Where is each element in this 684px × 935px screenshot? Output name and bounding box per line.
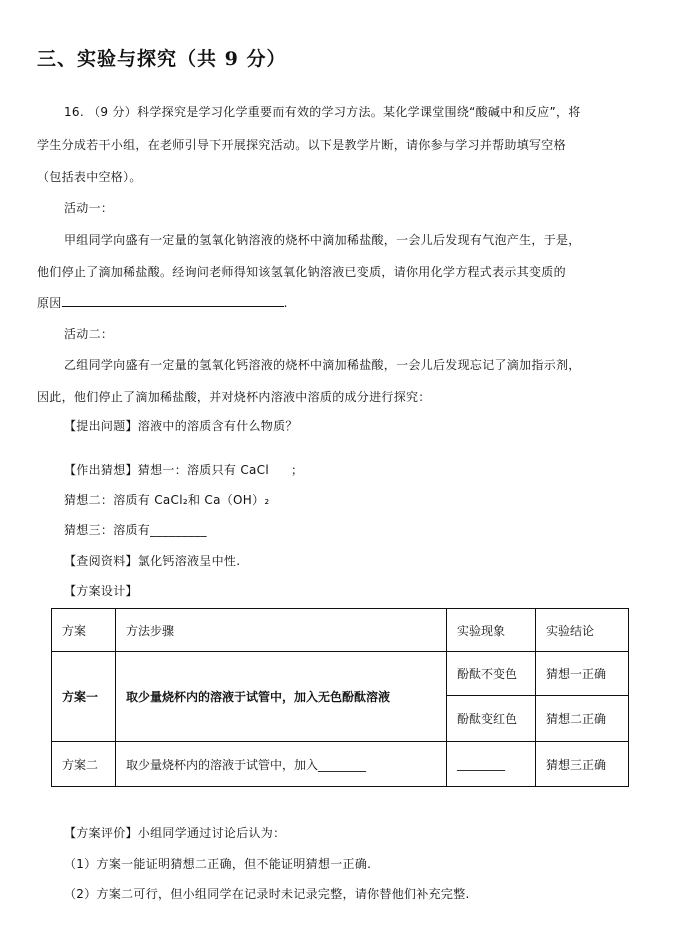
question-line-1: 16. （9 分）科学探究是学习化学重要而有效的学习方法。某化学课堂围绕“酸碱中和反应”，将 <box>64 105 581 119</box>
section-title: 三、实验与探究（共 9 分） <box>37 48 287 70</box>
activity1-line3-suffix: . <box>283 296 288 310</box>
plan2-name: 方案二 <box>52 742 116 787</box>
plan1-conclusion-1: 猜想一正确 <box>536 652 629 696</box>
question-line-3: （包括表中空格）。 <box>37 170 142 184</box>
activity1-line-2: 他们停止了滴加稀盐酸。经询问老师得知该氢氧化钠溶液已变质，请你用化学方程式表示其变质的 <box>37 265 566 279</box>
header-plan: 方案 <box>52 609 116 652</box>
guess-1 <box>64 461 303 478</box>
activity2-line-2: 因此，他们停止了滴加稀盐酸，并对烧杯内溶液中溶质的成分进行探究： <box>37 390 431 404</box>
question-line-2: 学生分成若干小组，在老师引导下开展探究活动。以下是教学片断，请你参与学习并帮助填写空格 <box>37 138 566 152</box>
plan1-name: 方案一 <box>52 652 116 742</box>
table-header-row <box>52 609 629 652</box>
plan1-conclusion-2: 猜想二正确 <box>536 696 629 742</box>
plan2-conclusion: 猜想三正确 <box>536 742 629 787</box>
header-method: 方法步骤 <box>116 609 447 652</box>
plan2-phenomenon: ________ <box>447 742 536 787</box>
guess-1-label: 【作出猜想】猜想一：溶质只有 CaCl <box>64 463 269 477</box>
evaluation-item-1: （1）方案一能证明猜想二正确，但不能证明猜想一正确. <box>64 857 372 871</box>
activity1-heading: 活动一： <box>64 201 114 215</box>
activity1-line-3 <box>37 294 288 311</box>
activity1-line3-prefix: 原因 <box>37 296 62 310</box>
plan1-phenomenon-2: 酚酞变红色 <box>447 696 536 742</box>
plan-table <box>51 608 629 787</box>
evaluation-item-2: （2）方案二可行，但小组同学在记录时未记录完整，请你替他们补充完整. <box>64 887 470 901</box>
plan2-method: 取少量烧杯内的溶液于试管中，加入________ <box>116 742 447 787</box>
header-conclusion: 实验结论 <box>536 609 629 652</box>
header-phenomenon: 实验现象 <box>447 609 536 652</box>
reference-info: 【查阅资料】氯化钙溶液呈中性. <box>64 554 241 568</box>
guess-3: 猜想三：溶质有_________ <box>64 523 207 537</box>
activity2-heading: 活动二： <box>64 327 114 341</box>
answer-blank-equation[interactable] <box>62 294 284 307</box>
activity1-line-1: 甲组同学向盛有一定量的氢氧化钠溶液的烧杯中滴加稀盐酸，一会儿后发现有气泡产生，于是， <box>64 233 581 247</box>
question-prompt: 【提出问题】溶液中的溶质含有什么物质？ <box>64 419 298 433</box>
guess-2: 猜想二：溶质有 CaCl₂和 Ca（OH）₂ <box>64 493 270 507</box>
activity2-line-1: 乙组同学向盛有一定量的氢氧化钙溶液的烧杯中滴加稀盐酸，一会儿后发现忘记了滴加指示剂， <box>64 358 581 372</box>
plan-design-heading: 【方案设计】 <box>64 584 138 598</box>
evaluation-heading: 【方案评价】小组同学通过讨论后认为： <box>64 826 286 840</box>
table-row <box>52 742 629 787</box>
plan1-phenomenon-1: 酚酞不变色 <box>447 652 536 696</box>
guess-1-tail: ； <box>290 463 304 477</box>
table-row <box>52 652 629 696</box>
plan1-method: 取少量烧杯内的溶液于试管中，加入无色酚酞溶液 <box>116 652 447 742</box>
